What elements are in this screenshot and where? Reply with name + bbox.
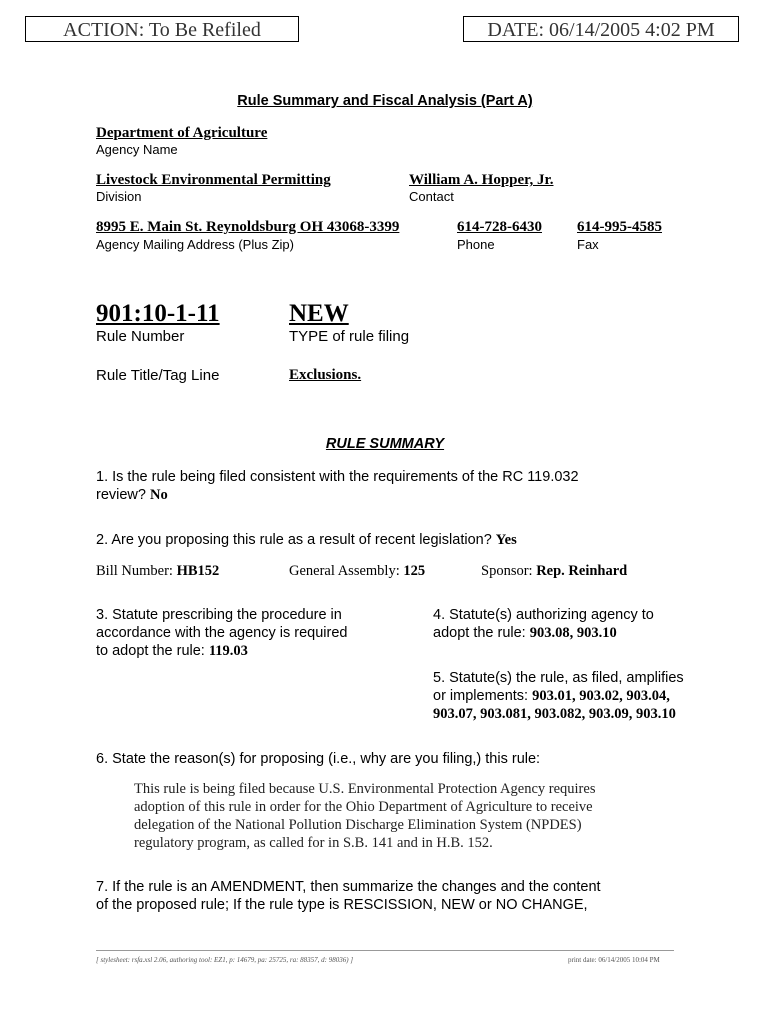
- general-assembly-label: General Assembly:: [289, 563, 400, 579]
- rule-title-value: Exclusions.: [289, 367, 362, 383]
- division-value: Livestock Environmental Permitting: [96, 172, 331, 188]
- bill-number-value: HB152: [176, 563, 220, 579]
- question-3-line-2: accordance with the agency is required: [96, 625, 348, 641]
- question-3-text-3: to adopt the rule:: [96, 643, 205, 659]
- sponsor-value: Rep. Reinhard: [536, 563, 628, 579]
- question-4-answer: 903.08, 903.10: [529, 625, 617, 641]
- contact-label: Contact: [409, 189, 454, 204]
- question-1: [96, 468, 579, 504]
- question-6-answer-line: delegation of the National Pollution Discharge Elimination System (NPDES): [134, 817, 582, 833]
- question-6-answer-line: This rule is being filed because U.S. Environmental Protection Agency requires: [134, 781, 596, 797]
- question-1-line-2: [96, 486, 579, 504]
- question-6-answer-line: regulatory program, as called for in S.B. 141 and in H.B. 152.: [134, 835, 493, 851]
- question-5-text-2: or implements:: [433, 688, 529, 704]
- question-4: [433, 606, 654, 642]
- footer-stylesheet-info: [ stylesheet: rsfa.xsl 2.06, authoring tool: EZ1, p: 14679, pa: 25725, ra: 88357, d: 98036) ]: [96, 956, 354, 964]
- question-5: [433, 669, 684, 723]
- fax-label: Fax: [577, 237, 599, 252]
- contact-value: William A. Hopper, Jr.: [409, 172, 554, 188]
- question-5-line-1: 5. Statute(s) the rule, as filed, amplifies: [433, 670, 684, 686]
- question-6-answer-line: adoption of this rule in order for the Ohio Department of Agriculture to receive: [134, 799, 593, 815]
- question-2: [96, 531, 517, 549]
- footer-divider: [96, 950, 674, 951]
- action-box: ACTION: To Be Refiled: [25, 16, 299, 42]
- question-1-text-2: review?: [96, 487, 146, 503]
- rule-number-value: 901:10-1-11: [96, 300, 220, 327]
- bill-number: [96, 563, 219, 580]
- bill-number-label: Bill Number:: [96, 563, 173, 579]
- question-2-text: 2. Are you proposing this rule as a result of recent legislation?: [96, 532, 492, 548]
- page-title: Rule Summary and Fiscal Analysis (Part A): [237, 93, 533, 109]
- phone-value: 614-728-6430: [457, 219, 542, 235]
- question-5-answer-2: 903.07, 903.081, 903.082, 903.09, 903.10: [433, 706, 676, 722]
- general-assembly-value: 125: [403, 563, 426, 579]
- question-1-line-1: 1. Is the rule being filed consistent with the requirements of the RC 119.032: [96, 469, 579, 485]
- question-4-line-1: 4. Statute(s) authorizing agency to: [433, 607, 654, 623]
- question-1-answer: No: [150, 487, 168, 503]
- question-3: [96, 606, 347, 660]
- fax-value: 614-995-4585: [577, 219, 662, 235]
- sponsor-label: Sponsor:: [481, 563, 533, 579]
- phone-label: Phone: [457, 237, 495, 252]
- question-7-line-1: 7. If the rule is an AMENDMENT, then summarize the changes and the content: [96, 879, 601, 895]
- question-4-line-2: [433, 624, 654, 642]
- agency-name-value: Department of Agriculture: [96, 125, 268, 141]
- rule-type-value: NEW: [289, 300, 349, 327]
- date-box: DATE: 06/14/2005 4:02 PM: [463, 16, 739, 42]
- question-6-answer: [134, 780, 595, 852]
- address-value: 8995 E. Main St. Reynoldsburg OH 43068-3399: [96, 219, 400, 235]
- rule-title-label: Rule Title/Tag Line: [96, 367, 220, 384]
- question-7-line-2: of the proposed rule; If the rule type is RESCISSION, NEW or NO CHANGE,: [96, 897, 588, 913]
- sponsor: [481, 563, 627, 580]
- question-7: [96, 878, 601, 914]
- footer-print-date: print date: 06/14/2005 10:04 PM: [568, 956, 660, 964]
- question-5-line-2: [433, 687, 684, 705]
- agency-name-label: Agency Name: [96, 142, 178, 157]
- question-4-text-2: adopt the rule:: [433, 625, 526, 641]
- question-3-line-3: [96, 642, 347, 660]
- question-3-answer: 119.03: [208, 643, 248, 659]
- address-label: Agency Mailing Address (Plus Zip): [96, 237, 294, 252]
- question-2-answer: Yes: [495, 532, 517, 548]
- rule-type-label: TYPE of rule filing: [289, 328, 410, 345]
- rule-number-label: Rule Number: [96, 328, 185, 345]
- division-label: Division: [96, 189, 142, 204]
- rule-summary-heading: RULE SUMMARY: [325, 436, 445, 452]
- general-assembly: [289, 563, 425, 580]
- question-5-answer-1: 903.01, 903.02, 903.04,: [532, 688, 670, 704]
- question-3-line-1: 3. Statute prescribing the procedure in: [96, 607, 342, 623]
- question-6: 6. State the reason(s) for proposing (i.e., why are you filing,) this rule:: [96, 751, 541, 767]
